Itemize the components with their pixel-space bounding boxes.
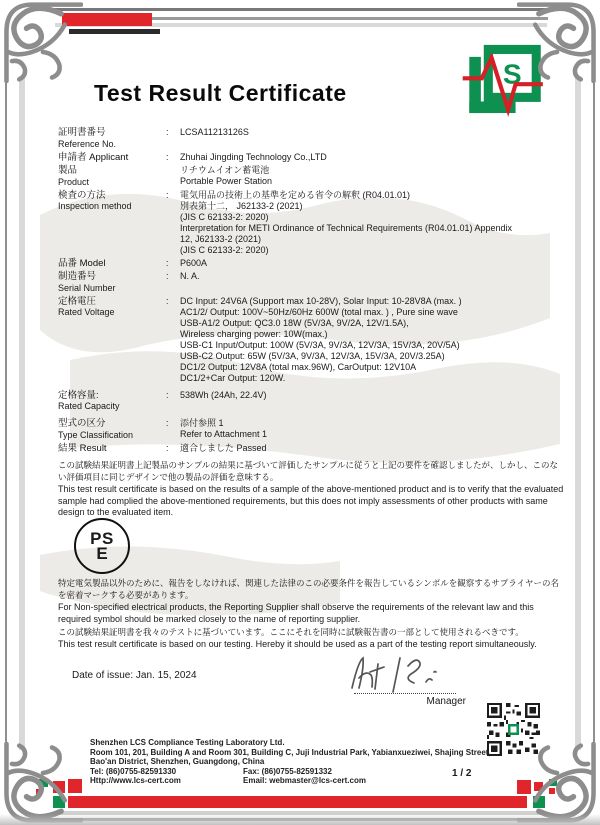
field-row — [58, 390, 566, 413]
field-colon: : — [166, 442, 169, 453]
field-colon: : — [166, 295, 169, 306]
field-label-en: Inspection method — [58, 201, 132, 211]
field-label-ja: 申請者 Applicant — [58, 151, 129, 163]
field-label-ja: 検査の方法 — [58, 189, 106, 201]
scan-shadow — [0, 814, 600, 825]
field-label-en: Reference No. — [58, 138, 117, 149]
field-colon: : — [166, 189, 169, 200]
page-number: 1 / 2 — [452, 768, 472, 779]
field-row — [58, 443, 566, 455]
field-value: USB-A1/2 Output: QC3.0 18W (5V/3A, 9V/2A, 12V/1.5A), — [180, 317, 409, 328]
signer-title: Manager — [426, 696, 466, 707]
field-value: リチウムイオン蓄電池 — [180, 165, 270, 175]
corner-flourish-icon — [1, 1, 83, 83]
pse-mark — [74, 518, 130, 574]
field-colon: : — [166, 271, 169, 281]
field-label-en: Rated Capacity — [58, 401, 120, 411]
field-label-ja: 結果 Result — [58, 442, 107, 454]
signature-block — [348, 652, 478, 707]
field-label-en: Type Classification — [58, 429, 134, 440]
pse-mark-text: E — [96, 544, 108, 563]
note-ja: この試験結果証明書を我々のテストに基づいています。ここにそれを同時に試験報告書の一部として使用されるべきです。 — [58, 627, 524, 637]
footer-company: Shenzhen LCS Compliance Testing Laboratory Ltd. — [90, 738, 285, 747]
footer-address2: Bao'an District, Shenzhen, Guangdong, China — [90, 757, 265, 767]
field-value: DC1/2 Output: 12V8A (total max.96W), CarOutput: 12V10A — [180, 361, 417, 372]
note-block — [58, 577, 566, 625]
field-colon: : — [166, 257, 169, 268]
note-block — [58, 459, 566, 519]
field-label-en: Serial Number — [58, 282, 116, 293]
field-row — [58, 152, 566, 164]
field-value: 538Wh (24Ah, 22.4V) — [180, 389, 267, 400]
field-colon: : — [166, 151, 169, 162]
field-value: 別表第十二， J62133-2 (2021) — [180, 200, 303, 211]
field-value: Interpretation for METI Ordinance of Technical Requirements (R04.01.01) Appendix — [180, 222, 513, 233]
field-value: AC1/2/ Output: 100V~50Hz/60Hz 600W (total max. ) , Pure sine wave — [180, 306, 458, 317]
signature-icon — [348, 652, 466, 694]
field-value: Zhuhai Jingding Technology Co.,LTD — [180, 151, 327, 162]
field-row — [58, 190, 566, 256]
field-label-ja: 定格容量: — [58, 389, 99, 401]
field-colon: : — [166, 127, 169, 137]
page-title: Test Result Certificate — [94, 80, 347, 106]
field-colon: : — [166, 418, 169, 428]
field-value: Refer to Attachment 1 — [180, 429, 268, 439]
field-colon — [166, 165, 180, 188]
note-ja: この試験結果証明書上記製品のサンプルの結果に基づいて評価したサンプルに従うと上記の要件を確認しましたが、しかし、このない評価項目に同じデザインで他の製品の評価を意味する。 — [58, 460, 558, 482]
logo-letter-s: S — [502, 58, 522, 90]
field-label-en: Product — [58, 176, 90, 187]
field-value: (JIS C 62133-2: 2020) — [180, 211, 269, 222]
field-label-en: Rated Voltage — [58, 307, 115, 317]
corner-flourish-icon — [517, 1, 599, 83]
field-table — [58, 127, 566, 456]
footer-tel: Tel: (86)0755-82591330 — [90, 766, 177, 776]
footer-fax: Fax: (86)0755-82591332 — [243, 766, 332, 776]
footer-website: Http://www.lcs-cert.com — [90, 776, 181, 786]
date-of-issue: Date of issue: Jan. 15, 2024 — [72, 670, 197, 681]
field-value: DC Input: 24V6A (Support max 10-28V), Solar Input: 10-28V8A (max. ) — [180, 295, 462, 306]
field-row — [58, 271, 566, 294]
note-en: This test result certificate is based on our testing. Hereby it should be used as a part of the testing report simultaneously. — [58, 639, 537, 649]
field-row — [58, 258, 566, 270]
field-row — [58, 418, 566, 441]
field-value: N. A. — [180, 271, 200, 281]
corner-flourish-icon — [1, 742, 83, 824]
field-label-ja: 証明書番号 — [58, 127, 106, 138]
note-en: For Non-specified electrical products, the Reporting Supplier shall observe the requirements of the relevant law and this required symbol should be marked closely to the name of reporting supplier. — [58, 602, 534, 624]
field-label-ja: 品番 Model — [58, 257, 106, 269]
field-label-ja: 制造番号 — [58, 271, 97, 282]
field-value: 12, J62133-2 (2021) — [180, 233, 262, 244]
field-row — [58, 127, 566, 150]
corner-flourish-icon — [517, 742, 599, 824]
note-ja: 特定電気製品以外のために、報告をしなければ、関連した法律のこの必要条件を報告しているシンボルを観察するサプライヤーの名を密着マークする必要があります。 — [58, 578, 560, 600]
field-value: USB-C1 Input/Output: 100W (5V/3A, 9V/3A, 12V/3A, 15V/3A, 20V/5A) — [180, 339, 460, 350]
footer-address1: Room 101, 201, Building A and Room 301, Building C, Juji Industrial Park, Yabianxueziwei, Shajing Street, — [90, 747, 491, 757]
field-value: USB-C2 Output: 65W (5V/3A, 9V/3A, 12V/3A, 15V/3A, 20V/3.25A) — [180, 350, 445, 361]
footer — [90, 738, 491, 786]
field-value: 電気用品の技術上の基準を定める省令の解釈 (R04.01.01) — [180, 189, 411, 200]
field-label-ja: 製品 — [58, 165, 78, 176]
note-en: This test result certificate is based on the results of a sample of the above-mentioned product and is to verify that the evaluated sample had complied the above-mentioned requirements, but this does not imply assessments of other products with same design to the evaluated item. — [58, 484, 564, 517]
field-value: Portable Power Station — [180, 176, 273, 186]
field-value: P600A — [180, 257, 208, 268]
note-block — [58, 626, 566, 651]
field-label-ja: 定格電圧 — [58, 295, 97, 307]
field-value: 適合しました Passed — [180, 442, 267, 453]
field-row — [58, 296, 566, 384]
pse-mark-text: PS — [90, 529, 114, 548]
field-label-ja: 型式の区分 — [58, 418, 106, 429]
field-value: 添付参照 1 — [180, 418, 224, 428]
footer-email: Email: webmaster@lcs-cert.com — [243, 776, 366, 786]
field-value: LCSA11213126S — [180, 127, 249, 137]
field-value: (JIS C 62133-2: 2020) — [180, 244, 269, 255]
field-colon: : — [166, 389, 169, 400]
field-row — [58, 165, 566, 188]
field-value: DC1/2+Car Output: 120W. — [180, 372, 286, 383]
field-value: Wireless charging power: 10W(max.) — [180, 328, 328, 339]
